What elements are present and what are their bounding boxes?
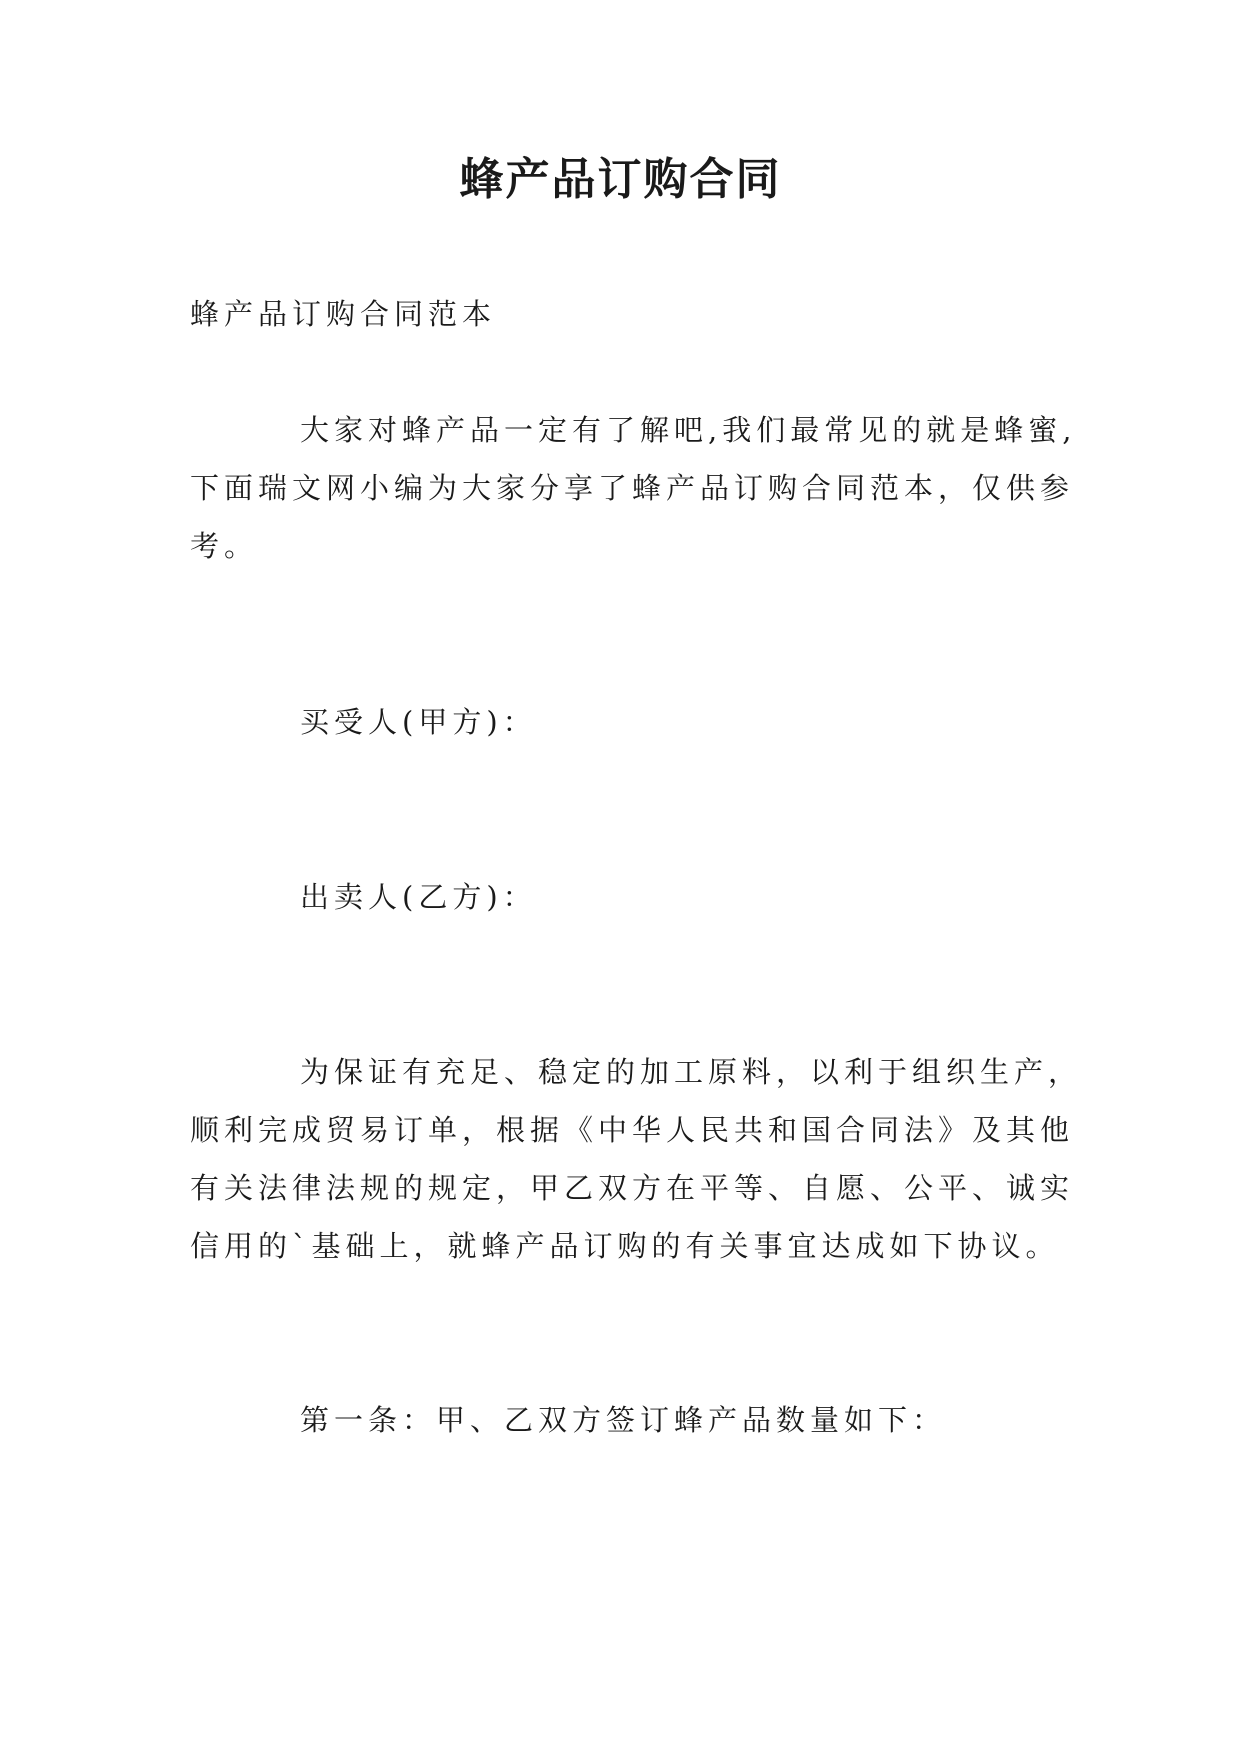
- purpose-line-1: 为保证有充足、稳定的加工原料，以利于组织生产，: [300, 1055, 1083, 1089]
- purpose-line-2: 顺利完成贸易订单，根据《中华人民共和国合同法》及其他: [190, 1113, 1075, 1147]
- intro-line-1: 大家对蜂产品一定有了解吧,我们最常见的就是蜂蜜,: [300, 413, 1077, 447]
- article-one: 第一条：甲、乙双方签订蜂产品数量如下：: [300, 1403, 947, 1437]
- seller-label: 出卖人(乙方)：: [300, 880, 537, 914]
- intro-line-3: 考。: [190, 529, 259, 563]
- intro-line-2: 下面瑞文网小编为大家分享了蜂产品订购合同范本，仅供参: [190, 471, 1075, 505]
- document-title: 蜂产品订购合同: [459, 154, 782, 205]
- buyer-label: 买受人(甲方)：: [300, 705, 537, 739]
- purpose-line-4: 信用的`基础上，就蜂产品订购的有关事宜达成如下协议。: [190, 1229, 1060, 1263]
- document-subtitle: 蜂产品订购合同范本: [190, 297, 497, 331]
- purpose-line-3: 有关法律法规的规定，甲乙双方在平等、自愿、公平、诚实: [190, 1171, 1075, 1205]
